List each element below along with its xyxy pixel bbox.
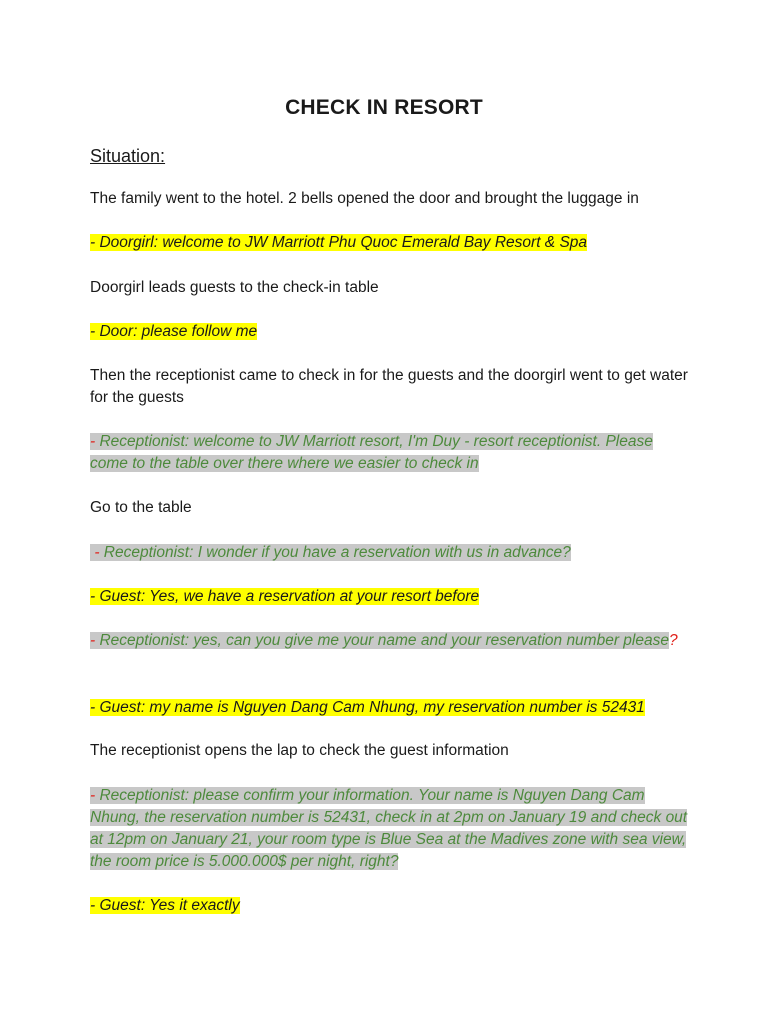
narration-text: Go to the table (90, 499, 192, 516)
narration-text: Then the receptionist came to check in for the guests and the doorgirl went to get water for the guests (90, 367, 688, 406)
narration-text: The receptionist opens the lap to check the guest information (90, 742, 509, 759)
narration-paragraph (90, 497, 690, 519)
dialogue-line-receptionist (90, 630, 690, 652)
dialogue-dash: - (90, 787, 96, 804)
dialogue-text: - Guest: my name is Nguyen Dang Cam Nhung, my reservation number is 52431 (90, 699, 645, 716)
narration-text: Doorgirl leads guests to the check-in table (90, 279, 379, 296)
narration-paragraph (90, 740, 690, 762)
dialogue-text: - Guest: Yes, we have a reservation at your resort before (90, 588, 480, 605)
dialogue-line-receptionist (90, 542, 690, 564)
narration-paragraph (90, 277, 690, 299)
dialogue-line-guest (90, 697, 690, 719)
dialogue-dash: - (90, 632, 96, 649)
dialogue-line-receptionist (90, 431, 690, 475)
dialogue-text: - Doorgirl: welcome to JW Marriott Phu Quoc Emerald Bay Resort & Spa (90, 234, 588, 251)
dialogue-line-guest (90, 586, 690, 608)
narration-paragraph (90, 365, 690, 409)
narration-paragraph (90, 188, 690, 210)
narration-text: The family went to the hotel. 2 bells opened the door and brought the luggage in (90, 190, 639, 207)
document-title: CHECK IN RESORT (285, 96, 483, 119)
dialogue-text: - Door: please follow me (90, 323, 258, 340)
dialogue-text: Receptionist: welcome to JW Marriott resort, I'm Duy - resort receptionist. Please come to the table over there where we easier to check in (90, 433, 653, 472)
dialogue-dash: - (90, 433, 96, 450)
dialogue-end-text: , right? (351, 853, 399, 870)
dialogue-line-receptionist (90, 785, 690, 873)
dialogue-text: Receptionist: I wonder if you have a reservation with us in advance? (99, 544, 571, 561)
dialogue-line-doorgirl (90, 232, 690, 254)
dialogue-line-door (90, 321, 690, 343)
dialogue-dash: - (94, 544, 100, 561)
dialogue-line-guest (90, 895, 690, 917)
section-heading: Situation: (90, 146, 166, 166)
dialogue-end-mark: ? (668, 632, 678, 649)
dialogue-text: Receptionist: yes, can you give me your name and your reservation number please (95, 632, 669, 649)
dialogue-text: Receptionist: please confirm your information. Your name is Nguyen Dang Cam Nhung, the reservation number is 52431, check in at 2pm on January 19 and check out at 12pm on January 21, your room type is Blue Sea at the Madives zone with sea view, the room price is 5.000.000$ per night (90, 787, 688, 870)
dialogue-text: - Guest: Yes it exactly (90, 897, 240, 914)
